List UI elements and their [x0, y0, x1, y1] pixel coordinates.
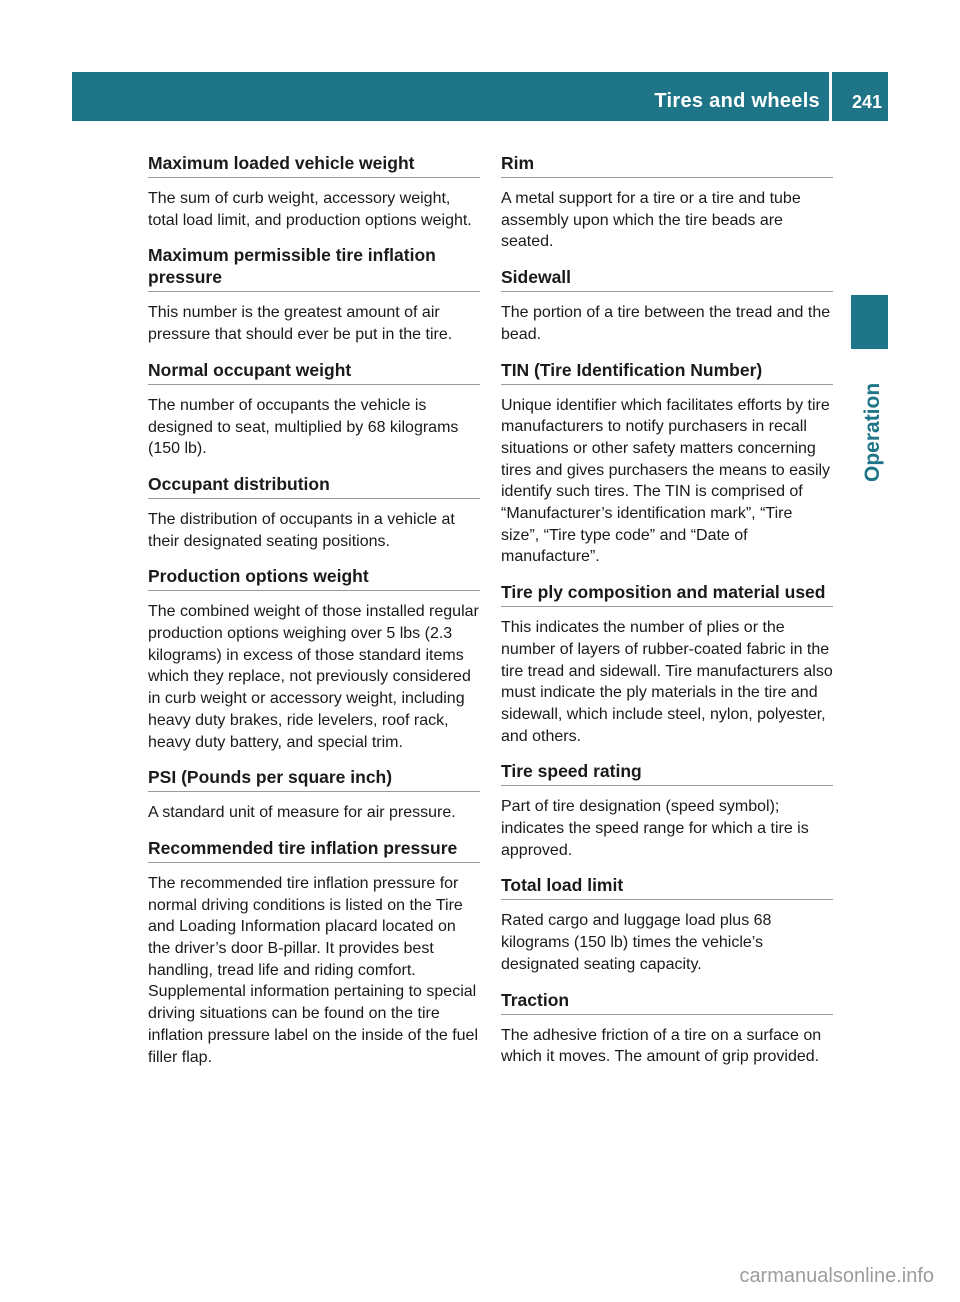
glossary-term: PSI (Pounds per square inch) [148, 766, 480, 792]
glossary-definition: The number of occupants the vehicle is designed to seat, multiplied by 68 kilograms (150 lb). [148, 396, 459, 458]
glossary-definition: This number is the greatest amount of air pressure that should ever be put in the tire. [148, 304, 453, 344]
glossary-entry [148, 244, 480, 345]
glossary-term: Recommended tire inflation pressure [148, 837, 480, 863]
glossary-definition: The portion of a tire between the tread and the bead. [501, 304, 831, 343]
glossary-definition: A metal support for a tire or a tire and tube assembly upon which the tire beads are seated. [501, 190, 801, 251]
glossary-term: Sidewall [501, 266, 833, 292]
glossary-term: Total load limit [501, 874, 833, 900]
glossary-definition: The combined weight of those installed regular production options weighing over 5 lbs (2.3 kilograms) in excess of those standard items which they replace, not previously considered in curb weight or accessory weight, including heavy duty brakes, ride levelers, roof rack, heavy duty battery, and special trim. [148, 603, 479, 751]
glossary-definition: A standard unit of measure for air pressure. [148, 804, 456, 822]
glossary-definition: Part of tire designation (speed symbol); indicates the speed range for which a tire is approved. [501, 798, 809, 859]
glossary-entry [148, 837, 480, 1068]
glossary-entry [501, 152, 833, 253]
glossary-term: Production options weight [148, 565, 480, 591]
glossary-term: Occupant distribution [148, 473, 480, 499]
glossary-term: TIN (Tire Identification Number) [501, 359, 833, 385]
glossary-entry [501, 266, 833, 345]
glossary-entry [501, 760, 833, 861]
glossary-entry [148, 766, 480, 824]
side-tab-label: Operation [861, 382, 884, 482]
glossary-entry [501, 359, 833, 569]
glossary-entry [501, 989, 833, 1068]
glossary-entry [148, 152, 480, 231]
watermark: carmanualsonline.info [739, 1265, 934, 1287]
glossary-term: Normal occupant weight [148, 359, 480, 385]
side-tab-marker [851, 295, 888, 349]
section-title: Tires and wheels [654, 90, 820, 112]
glossary-definition: This indicates the number of plies or the number of layers of rubber-coated fabric in the tire tread and sidewall. Tire manufacturers also must indicate the ply materials in the tire and sidewall, which include steel, nylon, polyester, and others. [501, 619, 833, 745]
glossary-definition: The recommended tire inflation pressure for normal driving conditions is listed on the Tire and Loading Information placard located on the driver’s door B-pillar. It provides best handling, tread life and riding comfort. Supplemental information pertaining to special driving situations can be found on the tire inflation pressure label on the inside of the fuel filler flap. [148, 874, 478, 1066]
glossary-term: Rim [501, 152, 833, 178]
glossary-term: Maximum permissible tire inflation pressure [148, 244, 480, 292]
page-number: 241 [851, 92, 882, 112]
glossary-entry [148, 359, 480, 460]
glossary-entry [148, 473, 480, 552]
glossary-term: Traction [501, 989, 833, 1015]
glossary-entry [501, 874, 833, 975]
glossary-definition: The sum of curb weight, accessory weight, total load limit, and production options weight. [148, 190, 472, 229]
header-divider [829, 72, 832, 121]
page-header-bar [72, 72, 888, 121]
left-column [148, 152, 480, 1081]
glossary-definition: The adhesive friction of a tire on a surface on which it moves. The amount of grip provided. [501, 1026, 822, 1066]
glossary-term: Tire speed rating [501, 760, 833, 786]
glossary-entry [501, 581, 833, 747]
right-column [501, 152, 833, 1081]
glossary-definition: Unique identifier which facilitates efforts by tire manufacturers to notify purchasers in recall situations or other safety matters concerning tires and gives purchasers the means to easily identify such tires. The TIN is comprised of “Manufacturer’s identification mark”, “Tire size”, “Tire type code” and “Date of manufacture”. [501, 396, 831, 566]
glossary-definition: The distribution of occupants in a vehicle at their designated seating positions. [148, 510, 455, 550]
glossary-term: Tire ply composition and material used [501, 581, 833, 607]
glossary-definition: Rated cargo and luggage load plus 68 kilograms (150 lb) times the vehicle’s designated seating capacity. [501, 912, 772, 973]
glossary-term: Maximum loaded vehicle weight [148, 152, 480, 178]
glossary-entry [148, 565, 480, 753]
